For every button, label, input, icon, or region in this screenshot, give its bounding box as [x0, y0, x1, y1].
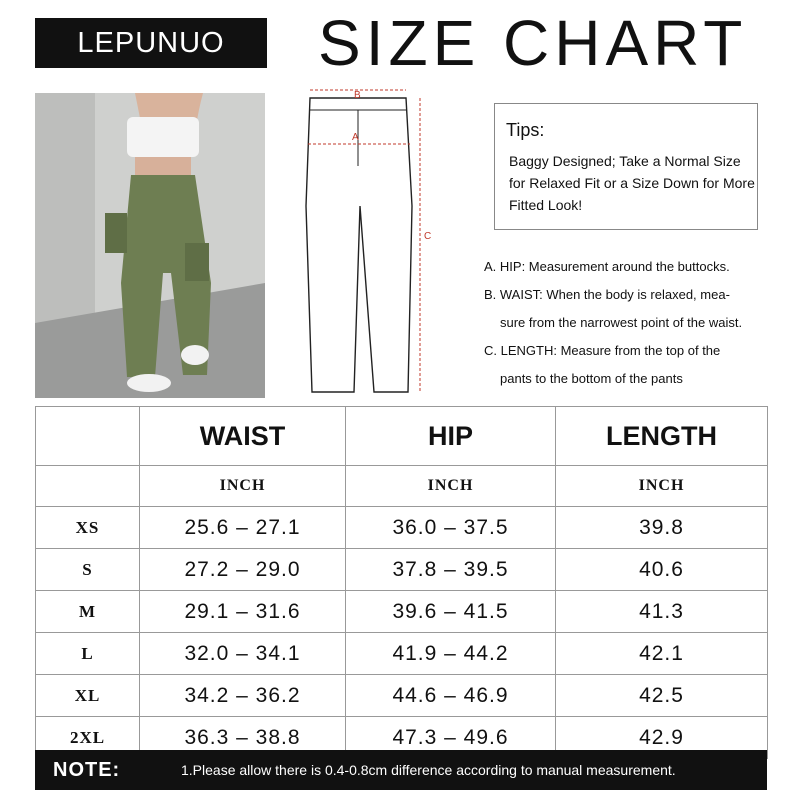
waist-cell: 36.3 – 38.8 — [140, 717, 346, 759]
tips-box — [494, 103, 758, 230]
hip-cell: 37.8 – 39.5 — [346, 549, 556, 591]
measurement-definitions — [484, 253, 784, 393]
unit-row — [36, 466, 768, 507]
header-hip: HIP — [346, 407, 556, 466]
header-row — [36, 407, 768, 466]
model-illustration — [35, 93, 265, 398]
tips-body: Baggy Designed; Take a Normal Size for Relaxed Fit or a Size Down for More Fitted Look! — [509, 153, 755, 213]
table-row — [36, 549, 768, 591]
waist-cell: 32.0 – 34.1 — [140, 633, 346, 675]
hip-cell: 47.3 – 49.6 — [346, 717, 556, 759]
label-c: C — [424, 231, 432, 242]
header-length: LENGTH — [556, 407, 768, 466]
table-row — [36, 507, 768, 549]
waist-cell: 34.2 – 36.2 — [140, 675, 346, 717]
size-cell: 2XL — [36, 717, 140, 759]
note-bar — [35, 750, 767, 790]
size-table — [35, 406, 768, 759]
definition-length-cont: pants to the bottom of the pants — [500, 371, 683, 386]
definition-waist: B. WAIST: When the body is relaxed, mea- — [484, 287, 730, 302]
length-cell: 42.9 — [556, 717, 768, 759]
length-cell: 42.1 — [556, 633, 768, 675]
tips-title: Tips: — [506, 120, 545, 140]
definition-waist-cont: sure from the narrowest point of the waist. — [500, 315, 743, 330]
table-row — [36, 591, 768, 633]
hip-cell: 44.6 – 46.9 — [346, 675, 556, 717]
unit-cell — [36, 466, 140, 507]
page-title: SIZE CHART — [318, 7, 748, 79]
unit-waist: INCH — [140, 466, 346, 507]
length-cell: 41.3 — [556, 591, 768, 633]
size-cell: S — [36, 549, 140, 591]
table-row — [36, 675, 768, 717]
unit-hip: INCH — [346, 466, 556, 507]
waist-cell: 27.2 – 29.0 — [140, 549, 346, 591]
header-waist: WAIST — [140, 407, 346, 466]
size-cell: XL — [36, 675, 140, 717]
definition-hip: A. HIP: Measurement around the buttocks. — [484, 259, 730, 274]
table-row — [36, 633, 768, 675]
hip-cell: 36.0 – 37.5 — [346, 507, 556, 549]
definition-length: C. LENGTH: Measure from the top of the — [484, 343, 721, 358]
length-cell: 39.8 — [556, 507, 768, 549]
label-b: B — [354, 90, 361, 101]
label-a: A — [352, 132, 359, 143]
pants-measurement-diagram — [296, 86, 442, 398]
brand-label: LEPUNUO — [35, 18, 267, 68]
hip-cell: 41.9 – 44.2 — [346, 633, 556, 675]
note-label: NOTE: — [53, 758, 121, 781]
size-cell: L — [36, 633, 140, 675]
length-cell: 40.6 — [556, 549, 768, 591]
product-photo — [35, 93, 265, 398]
unit-length: INCH — [556, 466, 768, 507]
waist-cell: 25.6 – 27.1 — [140, 507, 346, 549]
pants-outline — [306, 98, 412, 392]
length-cell: 42.5 — [556, 675, 768, 717]
hip-cell: 39.6 – 41.5 — [346, 591, 556, 633]
size-cell: XS — [36, 507, 140, 549]
waist-cell: 29.1 – 31.6 — [140, 591, 346, 633]
size-cell: M — [36, 591, 140, 633]
header-cell — [36, 407, 140, 466]
note-text: 1.Please allow there is 0.4-0.8cm difference according to manual measurement. — [181, 762, 676, 778]
